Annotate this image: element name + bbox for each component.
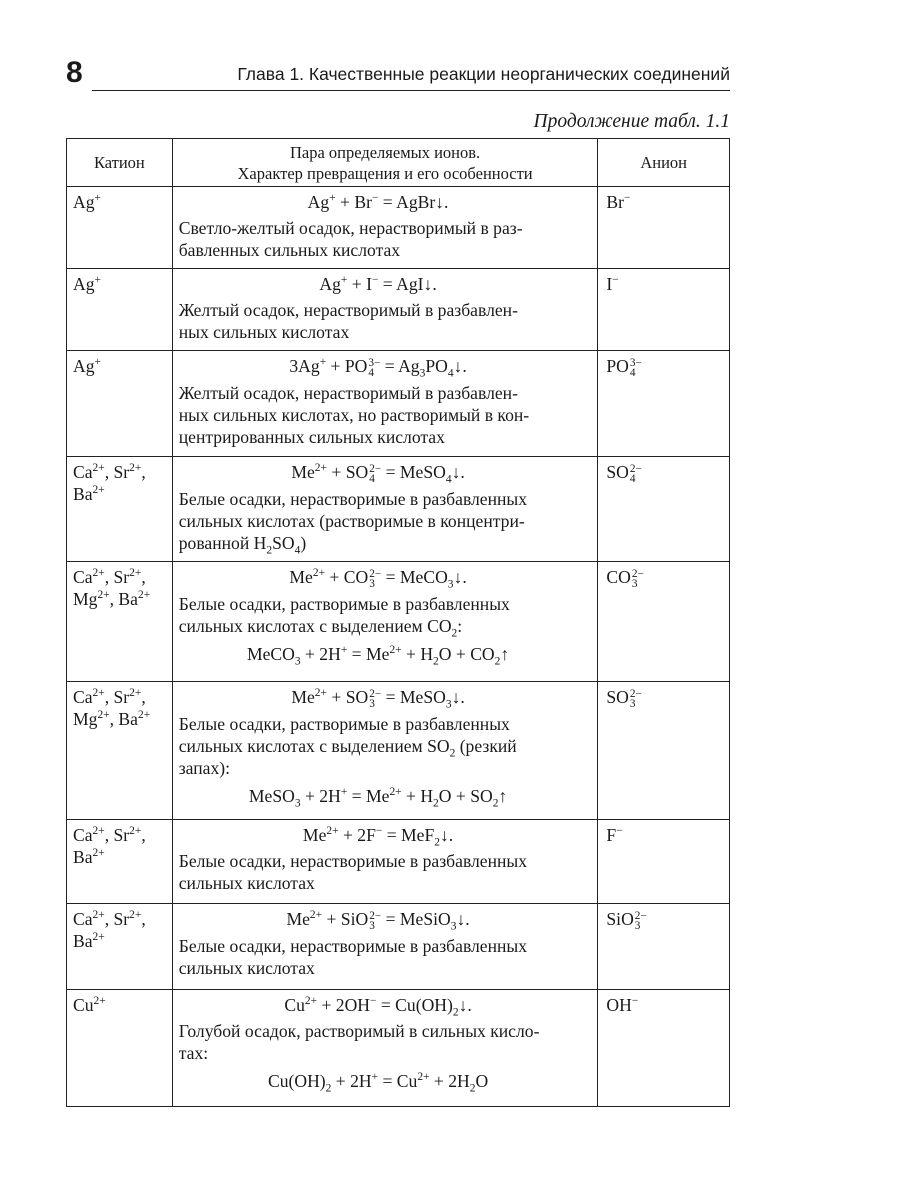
table-row <box>67 682 730 820</box>
reaction-equation: $Me^{2+}$ + CO 2− 3 = MeCO$_3$↓. <box>289 567 467 591</box>
table-row <box>67 562 730 682</box>
reaction-description: Желтый осадок, нерастворимый в разбавлен- ных сильных кислотах, но растворимый в кон- центрированных сильных кислотах <box>178 382 530 447</box>
reaction-equation: $Me^{2+}$ + SiO 2− 3 = MeSiO$_3$↓. <box>286 909 470 933</box>
cation-cell: $Ca^{2+}$, $Sr^{2+}$, $Mg^{2+}$, $Ba^{2+}$ <box>67 562 173 682</box>
reaction-description: Светло-желтый осадок, нерастворимый в раз- бавленных сильных кислотах <box>178 218 523 260</box>
cation-cell: Ag+ <box>67 187 173 269</box>
reaction-equation: $Me^{2+} + 2F^-$ = MeF$_2$↓. <box>302 825 454 849</box>
header-anion: Анион <box>598 139 730 187</box>
anion-cell: PO 3− 4 <box>598 351 730 457</box>
reaction-description: Белые осадки, растворимые в разбавленных сильных кислотах с выделением $CO_2$: <box>178 593 510 640</box>
reaction-description: Голубой осадок, растворимый в сильных кисло- тах: <box>178 1021 540 1063</box>
reaction-equation: MeCO$_3$ + $2H^+ = Me^{2+} + H_2O$ + $CO_2↑$ <box>246 643 510 668</box>
header-rule <box>92 90 730 91</box>
cation-cell: $Cu^{2+}$ <box>67 990 173 1107</box>
reaction-cell <box>172 820 598 904</box>
reaction-cell <box>172 990 598 1107</box>
table-row <box>67 990 730 1107</box>
table-row <box>67 187 730 269</box>
cation-cell: Ag+ <box>67 351 173 457</box>
reaction-equation: $Me^{2+}$ + SO 2− 4 = MeSO$_4$↓. <box>291 462 465 486</box>
reaction-cell <box>172 351 598 457</box>
anion-cell: SO 2− 4 <box>598 457 730 562</box>
reaction-equation: $Me^{2+}$ + SO 2− 3 = MeSO$_3$↓. <box>291 687 465 711</box>
reaction-description: Белые осадки, нерастворимые в разбавленных сильных кислотах (растворимые в концентри- рованной $H_2SO_4$) <box>178 488 528 557</box>
table-header-row <box>67 139 730 187</box>
reaction-cell <box>172 269 598 351</box>
running-header: Глава 1. Качественные реакции неорганических соединений <box>237 64 730 84</box>
ions-table <box>66 138 730 1107</box>
reaction-cell <box>172 457 598 562</box>
reaction-equation: $Cu(OH)_2 + 2H^+ = Cu^{2+} + 2H_2O$ <box>267 1071 489 1095</box>
reaction-description: Белые осадки, растворимые в разбавленных сильных кислотах с выделением $SO_2$ (резкий запах): <box>178 713 517 778</box>
reaction-description: Белые осадки, нерастворимые в разбавленных сильных кислотах <box>178 935 528 978</box>
reaction-equation: $Cu^{2+} + 2OH^-$ = $Cu(OH)_2↓$. <box>284 995 472 1019</box>
anion-cell: F− <box>598 820 730 904</box>
cation-cell: $Ca^{2+}$, $Sr^{2+}$, $Ba^{2+}$ <box>67 820 173 904</box>
reaction-cell <box>172 187 598 269</box>
anion-cell: OH− <box>598 990 730 1107</box>
reaction-equation: 3Ag+ + PO 3− 4 = $Ag_3PO_4↓$. <box>289 356 467 380</box>
anion-cell: SiO 2− 3 <box>598 904 730 990</box>
table-row <box>67 820 730 904</box>
anion-cell: CO 2− 3 <box>598 562 730 682</box>
reaction-description: Желтый осадок, нерастворимый в разбавлен- ных сильных кислотах <box>178 300 518 342</box>
header-pair: Пара определяемых ионов. Характер превращения и его особенности <box>172 139 598 187</box>
table-row <box>67 351 730 457</box>
page-number: 8 <box>66 56 83 89</box>
cation-cell: Ag+ <box>67 269 173 351</box>
reaction-cell <box>172 904 598 990</box>
cation-cell: $Ca^{2+}$, $Sr^{2+}$, $Mg^{2+}$, $Ba^{2+}$ <box>67 682 173 820</box>
anion-cell: I− <box>598 269 730 351</box>
cation-cell: $Ca^{2+}$, $Sr^{2+}$, $Ba^{2+}$ <box>67 457 173 562</box>
table-caption: Продолжение табл. 1.1 <box>533 111 730 132</box>
reaction-equation: MeSO$_3$ + $2H^+ = Me^{2+} + H_2O$ + $SO_2↑$ <box>248 785 508 810</box>
header-cation: Катион <box>67 139 173 187</box>
reaction-equation: Ag+ + Br− = AgBr↓. <box>307 192 449 212</box>
anion-cell: Br− <box>598 187 730 269</box>
cation-cell: $Ca^{2+}$, $Sr^{2+}$, $Ba^{2+}$ <box>67 904 173 990</box>
anion-cell: SO 2− 3 <box>598 682 730 820</box>
reaction-equation: Ag+ + I− = AgI↓. <box>319 274 437 294</box>
table-row <box>67 904 730 990</box>
table-row <box>67 457 730 562</box>
reaction-cell <box>172 682 598 820</box>
table-row <box>67 269 730 351</box>
reaction-description: Белые осадки, нерастворимые в разбавленных сильных кислотах <box>178 851 528 893</box>
reaction-cell <box>172 562 598 682</box>
